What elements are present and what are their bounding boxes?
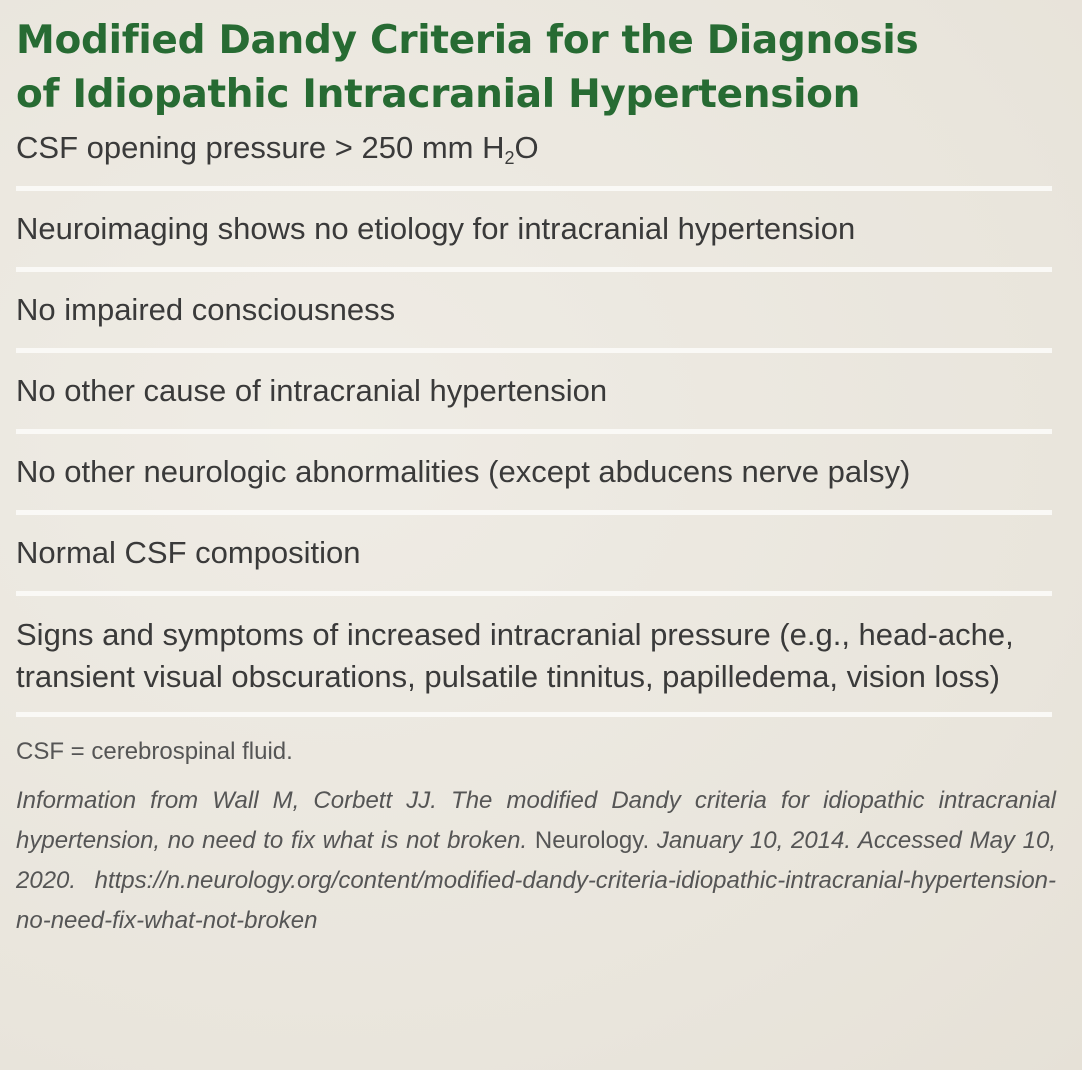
criteria-list	[16, 124, 1052, 717]
criteria-row-consciousness: No impaired consciousness	[16, 272, 1052, 353]
citation-part-3: January 10, 2014. Accessed May 10, 2020. https://n.neurology.org/content/modified-dandy-criteria-idiopathic-intracranial-hypertension-no-need-fix-what-not-broken	[16, 827, 1056, 934]
criteria-row-csf-composition: Normal CSF composition	[16, 515, 1052, 596]
title-line-2: of Idiopathic Intracranial Hypertension	[16, 72, 861, 117]
criteria-row-signs-symptoms: Signs and symptoms of increased intracranial pressure (e.g., head-ache, transient visual obscurations, pulsatile tinnitus, papilledema, vision loss)	[16, 596, 1052, 717]
criteria-row-text: CSF opening pressure > 250 mm H	[16, 130, 505, 165]
criteria-row-tail: O	[514, 130, 539, 165]
source-citation	[16, 781, 1056, 941]
criteria-row-neuroimaging: Neuroimaging shows no etiology for intracranial hypertension	[16, 191, 1052, 272]
criteria-row-neurologic: No other neurologic abnormalities (except abducens nerve palsy)	[16, 434, 1052, 515]
page-title	[16, 14, 1016, 122]
citation-journal: Neurology.	[527, 827, 657, 854]
title-line-1: Modified Dandy Criteria for the Diagnosis	[16, 18, 919, 63]
subscript-2: 2	[504, 148, 515, 168]
criteria-row-csf-pressure	[16, 124, 1052, 191]
criteria-row-other-cause: No other cause of intracranial hypertension	[16, 353, 1052, 434]
citation-part-1: Information from Wall M, Corbett JJ. The modified Dandy criteria for idiopathic intracranial hypertension, no need to fix what is not broken.	[16, 787, 1056, 854]
abbreviation-footnote: CSF = cerebrospinal fluid.	[16, 738, 293, 765]
